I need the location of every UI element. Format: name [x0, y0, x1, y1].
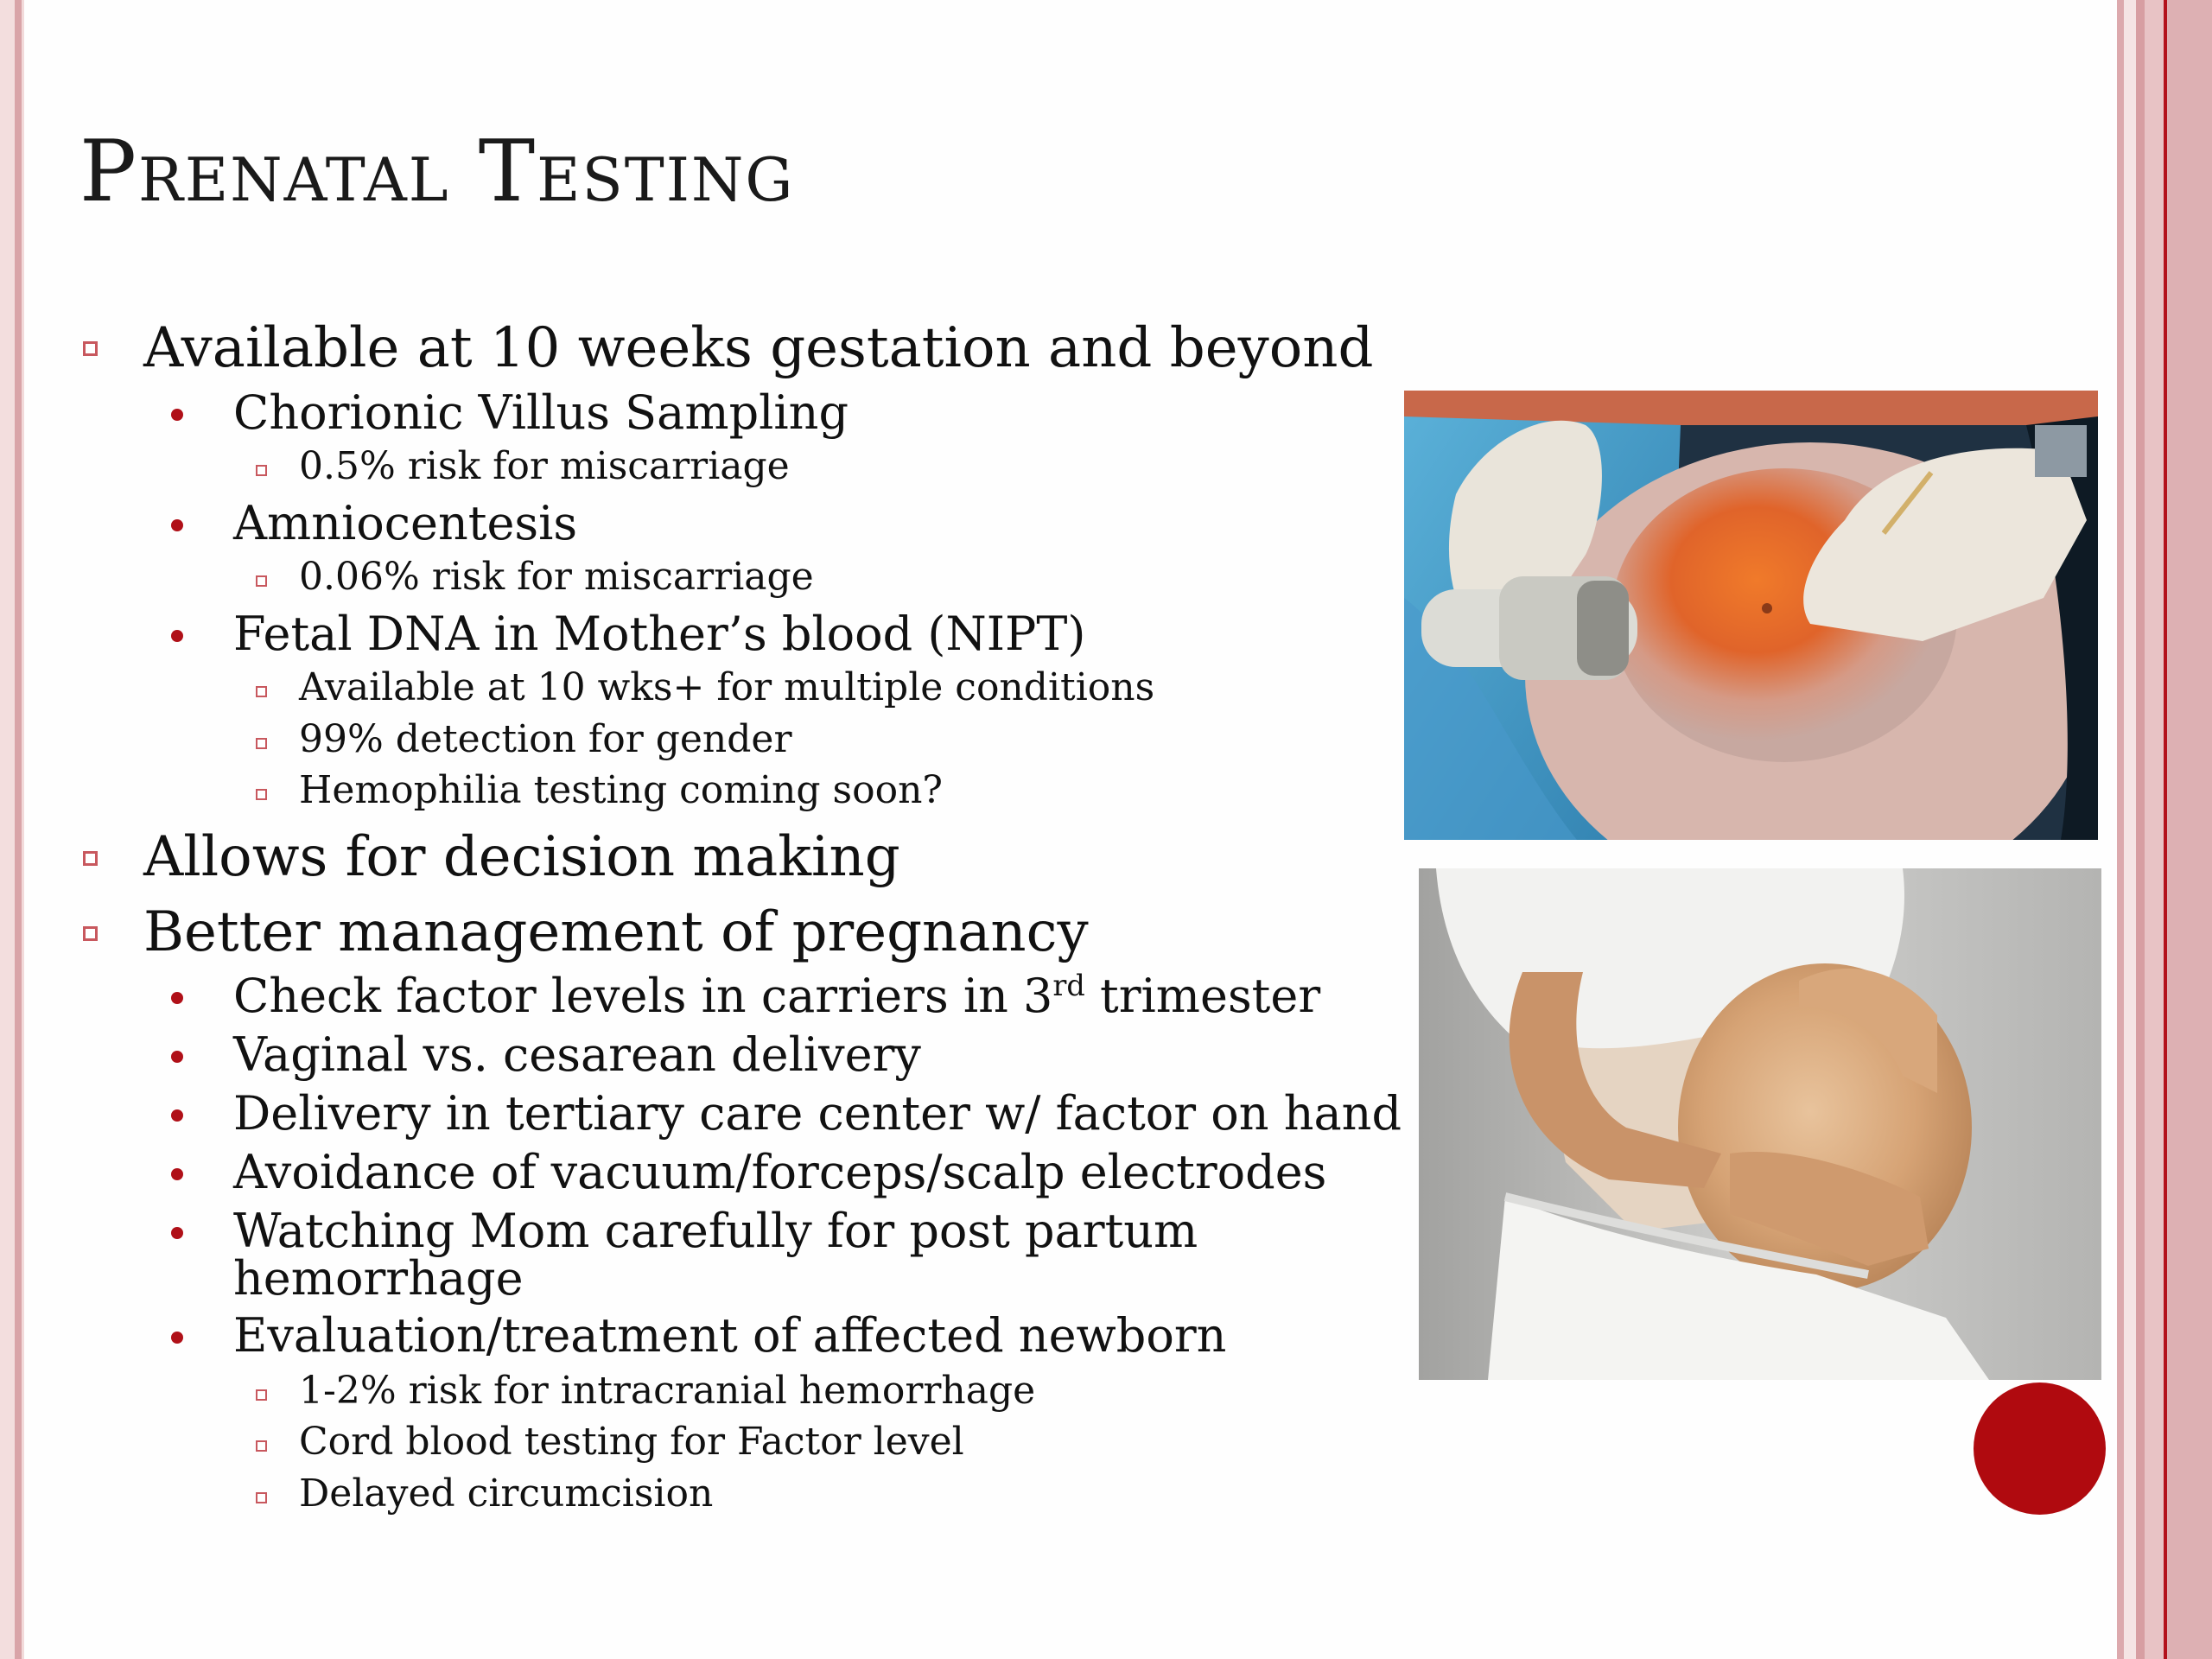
factor-levels-text: Check factor levels in carriers in 3 — [233, 969, 1053, 1023]
bullet-nipt: Fetal DNA in Mother’s blood (NIPT) — [233, 607, 1086, 661]
dot-bullet-icon — [171, 1168, 183, 1180]
small-square-bullet-icon — [256, 1492, 267, 1503]
bullet-amniocentesis: Amniocentesis — [233, 496, 578, 550]
bullet-newborn-sub: 1-2% risk for intracranial hemorrhage — [299, 1369, 1036, 1413]
square-bullet-icon — [83, 926, 98, 941]
small-square-bullet-icon — [256, 1440, 267, 1452]
bullet-tertiary-care: Delivery in tertiary care center w/ factor on hand — [233, 1086, 1402, 1141]
dot-bullet-icon — [171, 1109, 183, 1122]
small-square-bullet-icon — [256, 1389, 267, 1401]
small-square-bullet-icon — [256, 686, 267, 697]
small-square-bullet-icon — [256, 465, 267, 476]
dot-bullet-icon — [171, 519, 183, 531]
dot-bullet-icon — [171, 1051, 183, 1063]
square-bullet-icon — [83, 341, 98, 356]
dot-bullet-icon — [171, 1227, 183, 1239]
right-border-outer — [2167, 0, 2212, 1659]
bullet-decision-making: Allows for decision making — [143, 825, 900, 889]
small-square-bullet-icon — [256, 575, 267, 587]
bullet-avoidance: Avoidance of vacuum/forceps/scalp electrodes — [233, 1145, 1327, 1199]
red-circle-decoration — [1974, 1382, 2106, 1515]
bullet-cvs-risk: 0.5% risk for miscarriage — [299, 444, 790, 488]
small-square-bullet-icon — [256, 738, 267, 749]
bullet-cvs: Chorionic Villus Sampling — [233, 385, 849, 440]
right-border-light — [2124, 0, 2136, 1659]
right-border-stripe — [2117, 0, 2124, 1659]
slide-title: Prenatal Testing — [79, 123, 795, 221]
bullet-newborn-sub: Cord blood testing for Factor level — [299, 1420, 964, 1464]
pregnant-belly-photo — [1419, 868, 2101, 1380]
bullet-delivery-type: Vaginal vs. cesarean delivery — [233, 1027, 921, 1082]
bullet-watching-mom: Watching Mom carefully for post partum — [233, 1204, 1198, 1258]
dot-bullet-icon — [171, 409, 183, 421]
right-border-light — [2145, 0, 2164, 1659]
bullet-nipt-sub: Available at 10 wks+ for multiple conditions — [299, 665, 1155, 709]
small-square-bullet-icon — [256, 789, 267, 800]
bullet-newborn: Evaluation/treatment of affected newborn — [233, 1308, 1227, 1363]
square-bullet-icon — [83, 851, 98, 866]
bullet-amnio-risk: 0.06% risk for miscarriage — [299, 555, 814, 599]
dot-bullet-icon — [171, 630, 183, 642]
bullet-watching-mom-cont: hemorrhage — [233, 1251, 524, 1306]
bullet-better-management: Better management of pregnancy — [143, 900, 1089, 964]
ordinal-suffix: rd — [1052, 969, 1085, 1002]
right-border-stripe — [2136, 0, 2145, 1659]
bullet-nipt-sub: Hemophilia testing coming soon? — [299, 768, 944, 812]
bullet-nipt-sub: 99% detection for gender — [299, 717, 792, 761]
bullet-factor-levels — [233, 969, 1320, 1023]
factor-levels-text-end: trimester — [1084, 969, 1321, 1023]
dot-bullet-icon — [171, 992, 183, 1004]
bullet-newborn-sub: Delayed circumcision — [299, 1471, 714, 1516]
dot-bullet-icon — [171, 1332, 183, 1344]
amniocentesis-procedure-photo — [1404, 391, 2098, 840]
bullet-available-at-10-weeks: Available at 10 weeks gestation and beyond — [143, 316, 1374, 380]
